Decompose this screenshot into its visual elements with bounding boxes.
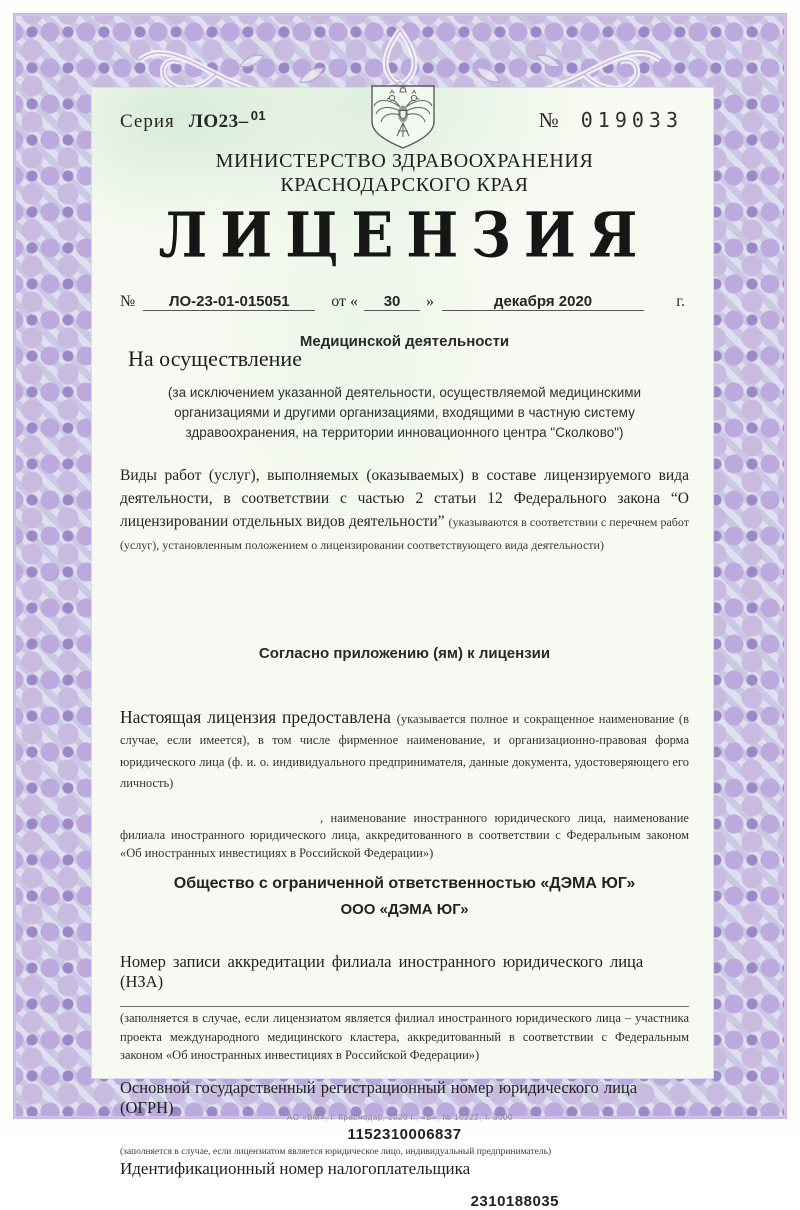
document-title: ЛИЦЕНЗИЯ [158,197,651,271]
coat-of-arms-icon [364,83,442,151]
quote-close: » [426,292,435,310]
grantee-paragraph [120,706,689,794]
ministry-line1: МИНИСТЕРСТВО ЗДРАВООХРАНЕНИЯ [215,150,594,172]
activity-lead: На осуществление [128,345,302,371]
ogrn-value: 1152310006837 [347,1125,462,1143]
series-label: Серия [120,111,175,132]
inn-label: Идентификационный номер налогоплательщика [120,1158,471,1178]
inn-value: 2310188035 [470,1192,559,1210]
activity-section [120,333,689,383]
works-main: Виды работ (услуг), выполняемых (оказываемых) в составе лицензируемого вида деятельности, в соответствии с частью 2 статьи 12 Федерального закона “О лицензировании отдельных видов деятельности” [120,466,689,531]
ministry-line2: КРАСНОДАРСКОГО КРАЯ [280,174,529,197]
works-paragraph [120,464,689,557]
license-number-value: ЛО-23-01-015051 [143,293,315,311]
attachment-line: Согласно приложению (ям) к лицензии [258,644,551,662]
printing-house-info: АО «ВМ», г. Краснодар, 2020 г., «В», № 10222, т. 3000 [287,1113,513,1122]
nza-note: (заполняется в случае, если лицензиатом является филиал иностранного юридического лица – участника проекта международного медицинского кластера, аккредитованный в соответствии с Федеральным законом «Об иностранных инвестициях в Российской Федерации») [120,1010,689,1063]
no-label: № [120,292,136,310]
license-date-value: декабря 2020 [442,293,644,311]
form-number-value: 019033 [580,108,683,132]
license-number-line [120,293,689,311]
license-day-value: 30 [364,293,420,311]
form-number [539,108,689,133]
nza-fill-line [120,1006,689,1007]
works-note: (указываются в соответствии с перечнем работ (услуг), установленным положением о лицензировании соответствующего вида деятельности) [120,515,689,553]
series-superscript: 01 [250,108,267,123]
grantee-note2: , наименование иностранного юридического лица, наименование филиала иностранного юридического лица, аккредитованного в соответствии с Федеральным законом «Об иностранных инвестициях в Российской Федерации») [120,810,689,860]
grantee-lead: Настоящая лицензия предоставлена [120,706,397,727]
activity-exception-note: (за исключением указанной деятельности, осуществляемой медицинскими организациями и другими организациями, входящими в частную систему здравоохранения, на территории инновационного центра "Сколково") [167,384,642,441]
year-suffix: г. [676,292,685,310]
licensee-short-name: ООО «ДЭМА ЮГ» [340,900,469,918]
grantee-note1: (указывается полное и сокращенное наименование (в случае, если имеется), в том числе фирменное наименование, и организационно-правовая форма юридического лица (ф. и. о. индивидуального предпринимателя, данные документа, удостоверяющего его личность) [120,711,689,791]
ogrn-note: (заполняется в случае, если лицензиатом является юридическое лицо, индивидуальный предприниматель) [120,1146,552,1157]
activity-type: Медицинской деятельности [299,332,510,350]
ogrn-label: Основной государственный регистрационный номер юридического лица (ОГРН) [120,1077,638,1117]
series-value: ЛО23– $^{01}$ [188,108,267,132]
licensee-full-name: Общество с ограниченной ответственностью «ДЭМА ЮГ» [173,874,636,892]
from-label: от « [331,292,359,310]
issuing-authority [120,149,689,198]
numero-sign: № [538,108,559,132]
nza-label: Номер записи аккредитации филиала иностранного юридического лица (НЗА) [120,951,644,991]
